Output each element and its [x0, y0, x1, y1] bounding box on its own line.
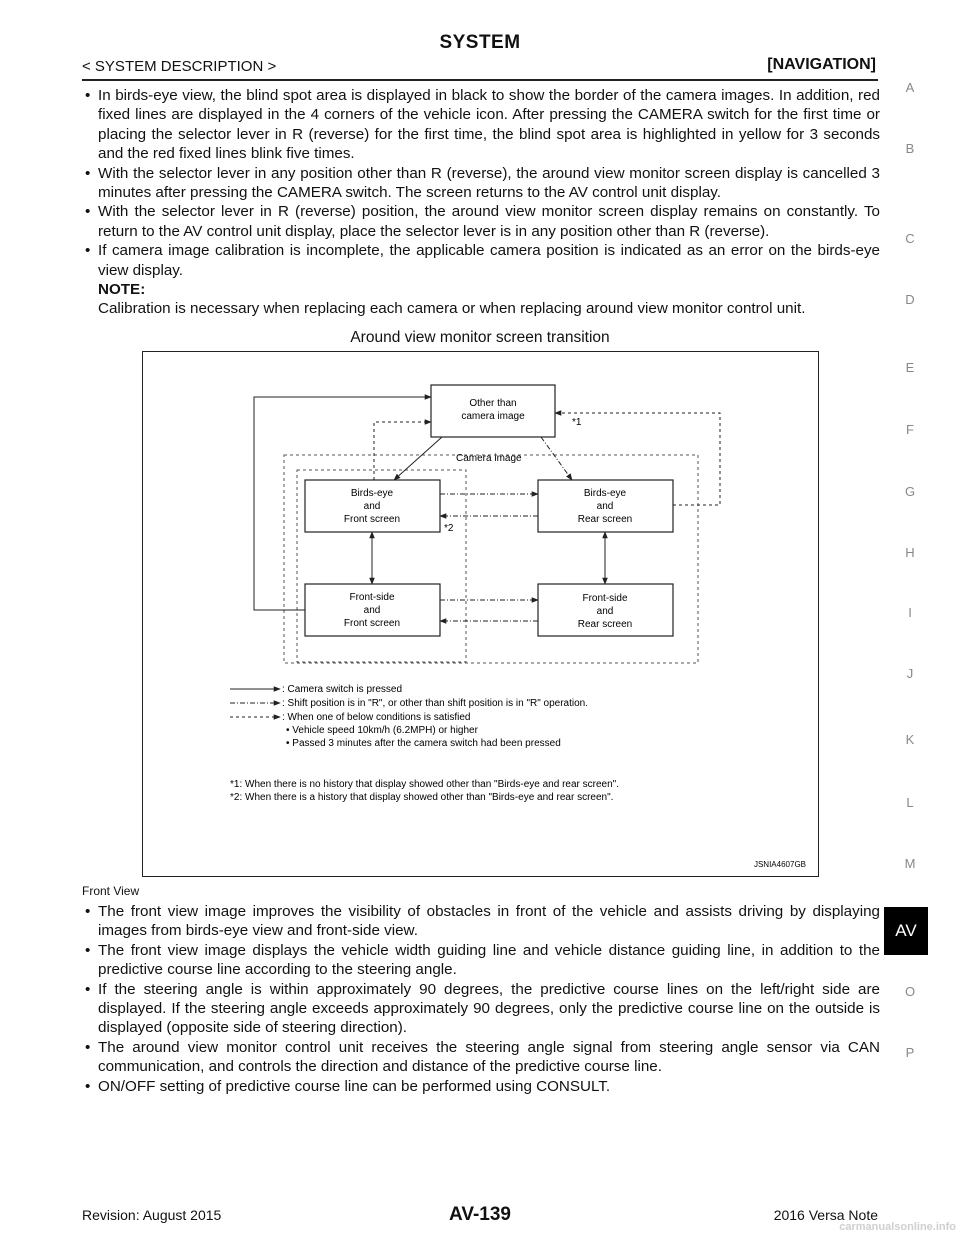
legend-item: : Shift position is in "R", or other than shift position is in "R" operation.	[282, 698, 589, 709]
legend-item: : When one of below conditions is satisfied	[282, 712, 471, 723]
box-front-side-rear	[538, 584, 673, 636]
bullet-item: • With the selector lever in R (reverse) position, the around view monitor screen display remains on constantly. To return to the AV control unit display, place the selector lever is in any position other than R (reverse).	[82, 202, 880, 241]
svg-text:and: and	[363, 501, 381, 512]
box-birds-eye-front	[305, 480, 440, 532]
legend-item: : Camera switch is pressed	[282, 684, 403, 695]
mark-1: *1	[572, 417, 582, 428]
mark-2: *2	[444, 523, 454, 534]
side-index-letter[interactable]: J	[906, 666, 914, 681]
side-index-letter[interactable]: O	[904, 984, 916, 999]
svg-text:Birds-eye: Birds-eye	[350, 488, 394, 499]
legend-sub-item: • Vehicle speed 10km/h (6.2MPH) or higher	[286, 725, 478, 736]
note-label: NOTE:	[98, 281, 146, 299]
header-rule	[82, 79, 878, 81]
bullet-item: • ON/OFF setting of predictive course line can be performed using CONSULT.	[82, 1077, 880, 1096]
side-index-letter[interactable]: G	[904, 484, 916, 499]
side-index-letter[interactable]: I	[908, 605, 912, 620]
bullet-item: • With the selector lever in any position other than R (reverse), the around view monitor screen display is cancelled 3 minutes after pressing the CAMERA switch. The screen returns to the AV control unit display.	[82, 164, 880, 203]
footnote: *2: When there is a history that display showed other than "Birds-eye and rear screen".	[230, 792, 614, 803]
side-index-letter[interactable]: L	[906, 795, 914, 810]
svg-text:camera image: camera image	[461, 411, 525, 422]
bullet-item: • The front view image improves the visibility of obstacles in front of the vehicle and assists driving by displaying images from birds-eye view and front-side view.	[82, 902, 880, 941]
box-front-side-front	[305, 584, 440, 636]
arrow-other-to-birds-front	[394, 437, 442, 480]
svg-text:Front screen: Front screen	[343, 514, 401, 525]
svg-text:and: and	[596, 501, 614, 512]
legend-sub-item: • Passed 3 minutes after the camera switch had been pressed	[286, 738, 561, 749]
side-index-active-tab[interactable]	[884, 907, 928, 955]
front-view-heading: Front View	[82, 884, 140, 898]
svg-text:and: and	[363, 605, 381, 616]
watermark-text: carmanualsonline.info	[839, 1221, 956, 1233]
svg-text:Other than: Other than	[469, 398, 517, 409]
box-other-than-camera	[431, 385, 555, 437]
arrow-other-to-birds-rear	[541, 437, 572, 480]
side-index-letter[interactable]: M	[904, 856, 916, 871]
svg-text:and: and	[596, 606, 614, 617]
side-index-letter[interactable]: F	[906, 422, 914, 437]
bullet-item: • In birds-eye view, the blind spot area is displayed in black to show the border of the camera images. In addition, red fixed lines are displayed in the 4 corners of the vehicle icon. After pressing the CAMERA switch for the first time or placing the selector lever in R (reverse) for the first time, the blind spot area is highlighted in yellow for 3 seconds and the red fixed lines blink five times.	[82, 86, 880, 164]
svg-text:Birds-eye: Birds-eye	[583, 488, 627, 499]
arrow-birds-front-to-other	[374, 422, 431, 480]
bullet-item: • The around view monitor control unit receives the steering angle signal from steering angle sensor via CAN communication, and controls the direction and distance of the predictive course line.	[82, 1038, 880, 1077]
page-title: SYSTEM	[439, 32, 521, 53]
bullet-item: • If camera image calibration is incomplete, the applicable camera position is indicated as an error on the birds-eye view display.	[82, 241, 880, 280]
footnote: *1: When there is no history that display showed other than "Birds-eye and rear screen".	[230, 779, 619, 790]
figure-caption: Around view monitor screen transition	[350, 329, 610, 346]
box-birds-eye-rear	[538, 480, 673, 532]
footer-model: 2016 Versa Note	[773, 1207, 878, 1223]
side-index-letter[interactable]: C	[905, 231, 915, 246]
svg-text:Front-side: Front-side	[349, 592, 395, 603]
footer-page-number: AV-139	[449, 1204, 511, 1225]
section-label: < SYSTEM DESCRIPTION >	[82, 58, 277, 75]
figure-code: JSNIA4607GB	[753, 860, 806, 869]
svg-text:Front screen: Front screen	[343, 618, 401, 629]
svg-text:Rear screen: Rear screen	[577, 619, 633, 630]
screen-transition-diagram	[142, 351, 819, 877]
description-bullets	[82, 86, 880, 319]
svg-text:Front-side: Front-side	[582, 593, 628, 604]
category-label: [NAVIGATION]	[767, 56, 876, 73]
side-index-letter[interactable]: K	[905, 732, 915, 747]
side-index-letter[interactable]: P	[905, 1045, 915, 1060]
bullet-item: • If the steering angle is within approximately 90 degrees, the predictive course lines on the left/right side are displayed. If the steering angle exceeds approximately 90 degrees, only the predictive course line on the outside is displayed (opposite side of steering direction).	[82, 980, 880, 1038]
front-view-bullets	[82, 902, 880, 1096]
side-index-letter[interactable]: A	[905, 80, 915, 95]
side-index-letter[interactable]: B	[905, 141, 915, 156]
bullet-item: • The front view image displays the vehicle width guiding line and vehicle distance guiding line, in addition to the predictive course line according to the steering angle.	[82, 941, 880, 980]
side-index-letter[interactable]: E	[905, 360, 915, 375]
note-text: Calibration is necessary when replacing each camera or when replacing around view monitor control unit.	[98, 300, 806, 318]
side-index-active-label: AV	[895, 921, 917, 940]
side-index-letter[interactable]: D	[905, 292, 915, 307]
footer-revision: Revision: August 2015	[82, 1207, 222, 1223]
side-index-letter[interactable]: H	[905, 545, 915, 560]
svg-text:Rear screen: Rear screen	[577, 514, 633, 525]
camera-image-group-label: Camera image	[456, 453, 522, 464]
